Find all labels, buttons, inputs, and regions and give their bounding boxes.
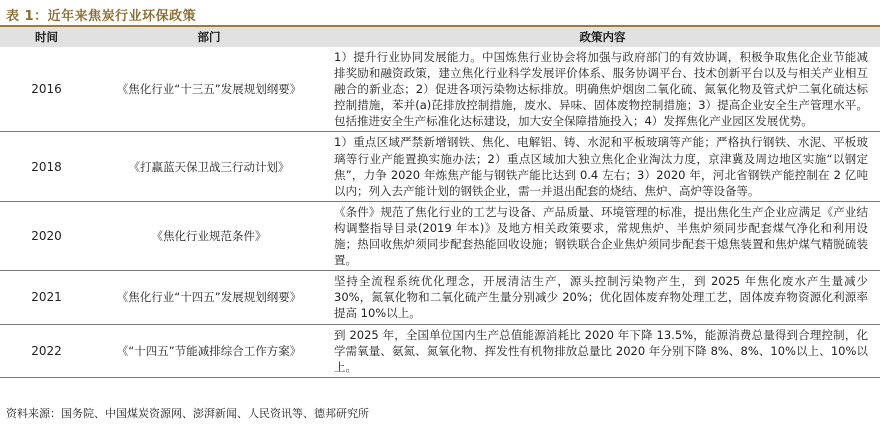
source-note: 资料来源：国务院、中国煤炭资源网、澎湃新闻、人民资讯等、德邦研究所 (6, 407, 369, 420)
table-row (0, 324, 880, 377)
row-content: 1）重点区域严禁新增钢铁、焦化、电解铝、铸、水泥和平板玻璃等产能；严格执行钢铁、水泥、平板玻璃等行业产能置换实施办法；2）重点区域加大独立焦化企业淘汰力度，京津冀及周边地区实施“以钢定焦”，力争 2020 年炼焦产能与钢铁产能比达到 0.4 左右；3）2020 年，河北省钢铁产能控制在 2 亿吨以内；列入去产能计划的钢铁企业，需一并退出配套的烧结、焦炉、高炉等设备等。 (325, 132, 880, 201)
row-department: 《“十四五”节能减排综合工作方案》 (93, 324, 325, 377)
row-year: 2021 (0, 271, 93, 324)
table-header-row (0, 27, 880, 47)
header-year: 时间 (0, 27, 93, 47)
row-department: 《焦化行业“十四五”发展规划纲要》 (93, 271, 325, 324)
table-row (0, 132, 880, 201)
row-content: 1）提升行业协同发展能力。中国炼焦行业协会将加强与政府部门的有效协调，积极争取焦化企业节能减排奖励和融资政策，建立焦化行业科学发展评价体系、服务协调平台、技术创新平台以及与相关产业相互融合的新业态；2）促进各项污染物达标排放。明确焦炉烟囱二氧化硫、氮氧化物及管式炉二氧化硫达标控制措施，苯并(a)芘排放控制措施，废水、异味、固体废物控制措施；3）提高企业安全生产管理水平。包括推进安全生产标准化达标建设，加大安全保障措施投入；4）发挥焦化产业园区发展优势。 (325, 47, 880, 132)
table-row (0, 271, 880, 324)
table-row (0, 201, 880, 270)
header-department: 部门 (93, 27, 325, 47)
row-content: 坚持全流程系统优化理念，开展清洁生产，源头控制污染物产生，到 2025 年焦化废水产生量减少 30%，氮氧化物和二氧化硫产生量分别减少 20%；优化固体废弃物处理工艺，固体废弃物资源化利源率提高 10%以上。 (325, 271, 880, 324)
row-department: 《打赢蓝天保卫战三行动计划》 (93, 132, 325, 201)
header-content: 政策内容 (325, 27, 880, 47)
row-department: 《焦化行业“十三五”发展规划纲要》 (93, 47, 325, 132)
row-year: 2018 (0, 132, 93, 201)
row-year: 2022 (0, 324, 93, 377)
policy-table (0, 27, 880, 378)
table-row (0, 47, 880, 132)
table-title: 表 1：近年来焦炭行业环保政策 (6, 9, 197, 24)
row-department: 《焦化行业规范条件》 (93, 201, 325, 270)
row-year: 2016 (0, 47, 93, 132)
row-content: 到 2025 年，全国单位国内生产总值能源消耗比 2020 年下降 13.5%，能源消费总量得到合理控制，化学需氧量、氨氮、氮氧化物、挥发性有机物排放总量比 2020 年分别下降 8%、8%、10%以上、10%以上。 (325, 324, 880, 377)
row-content: 《条件》规范了焦化行业的工艺与设备、产品质量、环境管理的标准，提出焦化生产企业应满足《产业结构调整指导目录(2019 年本)》及地方相关政策要求，常规焦炉、半焦炉须同步配套煤气净化和利用设施；热回收焦炉须同步配套热能回收设施；钢铁联合企业焦炉须同步配套干熄焦装置和焦炉煤气精脱硫装置。 (325, 201, 880, 270)
row-year: 2020 (0, 201, 93, 270)
